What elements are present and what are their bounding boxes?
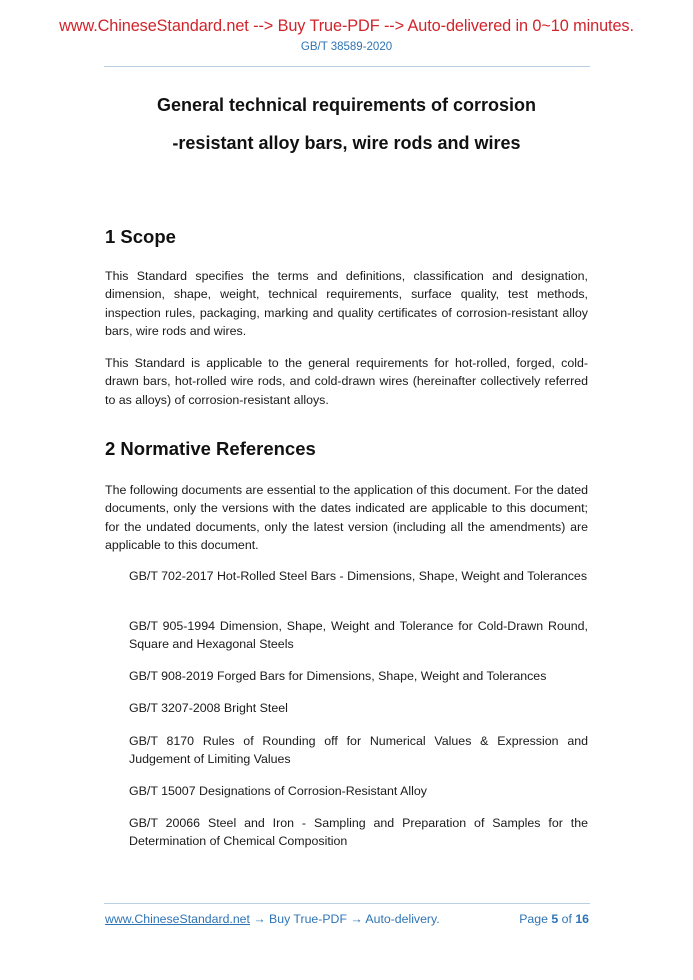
document-title-line-2: -resistant alloy bars, wire rods and wires [172,133,521,153]
page-indicator [519,912,589,926]
reference-item: GB/T 20066 Steel and Iron - Sampling and Preparation of Samples for the Determination of Chemical Composition [129,816,588,849]
reference-item: GB/T 8170 Rules of Rounding off for Numerical Values & Expression and Judgement of Limiting Values [129,734,588,767]
promo-banner[interactable]: www.ChineseStandard.net --> Buy True-PDF --> Auto-delivered in 0~10 minutes. [59,17,634,35]
reference-item: GB/T 908-2019 Forged Bars for Dimensions, Shape, Weight and Tolerances [129,669,547,683]
page-footer [105,912,589,926]
document-title-line-1: General technical requirements of corrosion [156,95,537,115]
standard-code: GB/T 38589-2020 [300,41,393,53]
scope-paragraph-1: This Standard specifies the terms and definitions, classification and designation, dimension, shape, weight, technical requirements, surface quality, test methods, inspection rules, packaging, marking and quality certificates of corrosion-resistant alloy bars, wire rods and wires. [105,269,588,339]
page-label: Page [519,912,548,926]
reference-item: GB/T 15007 Designations of Corrosion-Resistant Alloy [129,784,427,798]
footer-divider [104,903,590,904]
scope-paragraph-2: This Standard is applicable to the general requirements for hot-rolled, forged, cold-drawn bars, hot-rolled wire rods, and cold-drawn wires (hereinafter collectively referred to as alloys) of corrosion-resistant alloys. [105,356,588,407]
page-total: 16 [575,912,589,926]
page-of-label: of [561,912,572,926]
section-heading-normative-references: 2 Normative References [105,438,316,459]
footer-tagline: → Buy True-PDF → Auto-delivery. [249,912,440,926]
reference-item: GB/T 702-2017 Hot-Rolled Steel Bars - Dimensions, Shape, Weight and Tolerances [129,569,588,583]
section-heading-scope: 1 Scope [105,226,176,247]
page-current: 5 [551,912,559,926]
normative-references-intro: The following documents are essential to the application of this document. For the dated documents, only the versions with the dates indicated are applicable to this document; for the undated documents, only the latest version (including all the amendments) are applicable to this document. [105,483,588,553]
reference-item: GB/T 3207-2008 Bright Steel [129,701,288,715]
header-divider [104,66,590,67]
reference-item: GB/T 905-1994 Dimension, Shape, Weight and Tolerance for Cold-Drawn Round, Square and Hexagonal Steels [129,619,588,652]
footer-site-link[interactable]: www.ChineseStandard.net [105,912,250,926]
